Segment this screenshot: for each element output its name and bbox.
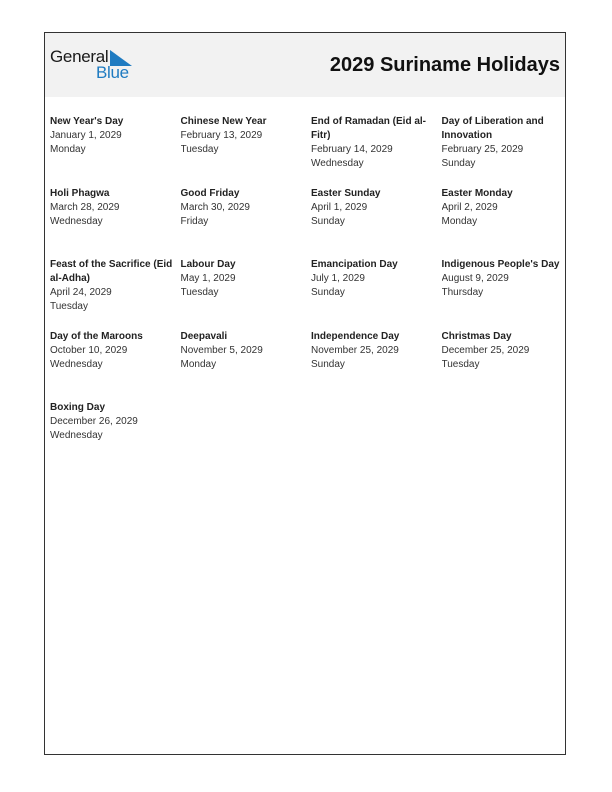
logo [50,47,140,83]
holiday-date: November 5, 2029 [180,344,263,356]
holiday-weekday: Tuesday [441,358,480,370]
holiday-date: February 13, 2029 [180,130,263,141]
holiday-date: March 30, 2029 [180,201,250,213]
holiday-date: November 25, 2029 [311,344,399,356]
holiday-item [442,187,567,259]
holiday-item [50,187,181,259]
holiday-date: August 9, 2029 [441,273,509,284]
holiday-item [442,330,567,402]
logo-word-general: General [50,47,109,66]
holiday-item [311,187,442,259]
holiday-item [181,330,312,402]
holiday-date: December 25, 2029 [441,344,530,356]
holiday-weekday: Monday [180,358,217,370]
holiday-weekday: Tuesday [180,287,219,298]
holiday-weekday: Wednesday [50,358,103,370]
holiday-date: July 1, 2029 [311,273,365,284]
holiday-weekday: Sunday [311,358,345,370]
holiday-date: April 2, 2029 [441,201,498,213]
holiday-item [181,258,312,330]
holiday-weekday: Sunday [311,215,345,227]
holiday-weekday: Thursday [441,287,484,298]
logo-word-blue: Blue [96,63,129,82]
holiday-item [311,330,442,402]
holiday-weekday: Sunday [441,158,476,169]
holiday-item [442,258,567,330]
holiday-name: Labour Day [180,259,236,270]
holiday-name: Chinese New Year [180,116,267,127]
holiday-name: Easter Monday [441,187,513,199]
holiday-name: Indigenous People's Day [441,259,560,270]
holiday-name: Holi Phagwa [50,187,110,199]
holiday-date: April 1, 2029 [311,201,368,213]
holiday-name: Day of Liberation and Innovation [441,116,544,141]
holiday-item [181,187,312,259]
holiday-weekday: Sunday [311,287,345,298]
holiday-item [181,115,312,187]
page-title: 2029 Suriname Holidays [329,54,560,76]
holiday-weekday: Tuesday [50,301,88,312]
holiday-name: End of Ramadan (Eid al-Fitr) [311,116,427,141]
holiday-date: March 28, 2029 [50,201,120,213]
holiday-item [311,258,442,330]
holiday-weekday: Wednesday [50,430,103,441]
holiday-date: October 10, 2029 [50,344,128,356]
holiday-name: Emancipation Day [311,259,398,270]
holiday-item [50,258,181,330]
holiday-weekday: Wednesday [311,158,364,169]
holiday-name: Independence Day [311,330,400,342]
holiday-weekday: Wednesday [50,215,103,227]
holiday-date: February 25, 2029 [441,144,524,155]
page-frame [44,32,566,755]
holiday-item [50,401,181,473]
header [45,33,565,97]
holiday-name: Boxing Day [50,402,106,413]
holiday-name: Deepavali [180,330,228,342]
holiday-weekday: Friday [180,215,209,227]
holiday-item [50,330,181,402]
holiday-item [311,115,442,187]
holiday-date: April 24, 2029 [50,287,112,298]
holiday-weekday: Tuesday [180,144,219,155]
holiday-grid [50,115,566,473]
holiday-weekday: Monday [441,215,478,227]
holiday-name: Good Friday [180,187,240,199]
holiday-name: Day of the Maroons [50,330,143,342]
holiday-date: January 1, 2029 [50,130,122,141]
holiday-date: February 14, 2029 [311,144,393,155]
holiday-name: Feast of the Sacrifice (Eid al-Adha) [50,259,173,284]
holiday-name: Christmas Day [441,330,512,342]
holiday-weekday: Monday [50,144,86,155]
holiday-name: Easter Sunday [311,187,381,199]
holiday-name: New Year's Day [50,116,124,127]
holiday-date: May 1, 2029 [180,273,236,284]
holiday-item [442,115,567,187]
holiday-date: December 26, 2029 [50,416,138,427]
holiday-item [50,115,181,187]
